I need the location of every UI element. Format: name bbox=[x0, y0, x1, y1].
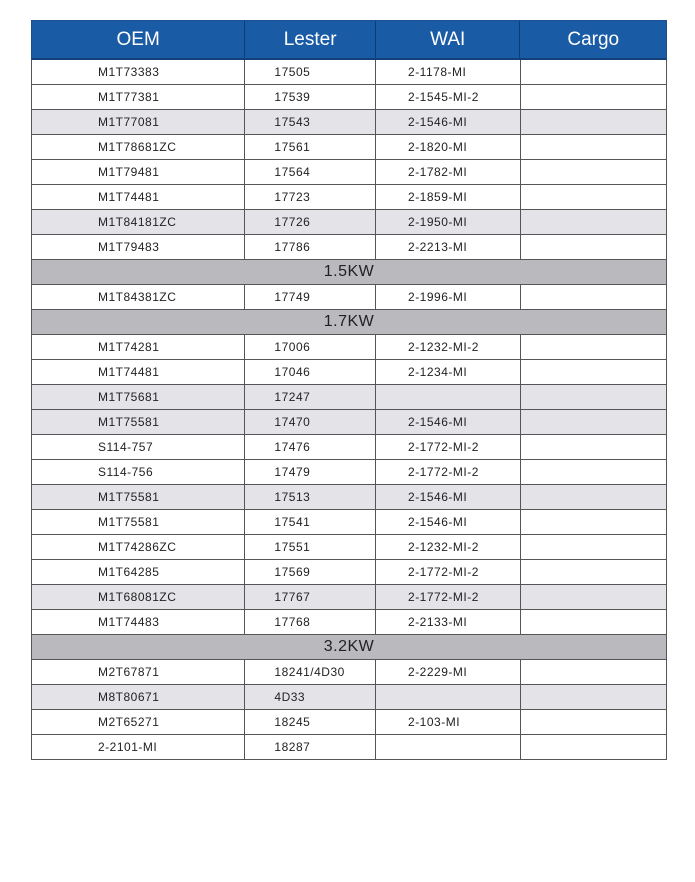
oem-cell: M8T80671 bbox=[32, 685, 245, 709]
parts-cross-reference-table bbox=[31, 20, 667, 760]
cargo-cell bbox=[521, 110, 666, 134]
oem-cell: M1T77081 bbox=[32, 110, 245, 134]
wai-cell: 2-1232-MI-2 bbox=[376, 535, 521, 559]
section-header: 1.7KW bbox=[31, 310, 667, 335]
cargo-cell bbox=[521, 210, 666, 234]
oem-cell: 2-2101-MI bbox=[32, 735, 245, 759]
oem-cell: M1T84381ZC bbox=[32, 285, 245, 309]
lester-cell: 4D33 bbox=[245, 685, 376, 709]
table-row bbox=[31, 60, 667, 85]
wai-cell: 2-1859-MI bbox=[376, 185, 521, 209]
lester-cell: 17513 bbox=[245, 485, 376, 509]
table-row bbox=[31, 285, 667, 310]
wai-cell: 2-1950-MI bbox=[376, 210, 521, 234]
cargo-cell bbox=[521, 460, 666, 484]
table-row bbox=[31, 235, 667, 260]
lester-cell: 17247 bbox=[245, 385, 376, 409]
wai-cell: 2-1782-MI bbox=[376, 160, 521, 184]
cargo-cell bbox=[521, 410, 666, 434]
lester-cell: 17768 bbox=[245, 610, 376, 634]
wai-cell: 2-1545-MI-2 bbox=[376, 85, 521, 109]
header-wai: WAI bbox=[376, 21, 521, 58]
lester-cell: 17505 bbox=[245, 60, 376, 84]
cargo-cell bbox=[521, 385, 666, 409]
lester-cell: 17723 bbox=[245, 185, 376, 209]
cargo-cell bbox=[521, 135, 666, 159]
table-row bbox=[31, 185, 667, 210]
table-row bbox=[31, 485, 667, 510]
wai-cell: 2-1996-MI bbox=[376, 285, 521, 309]
table-row bbox=[31, 385, 667, 410]
lester-cell: 17726 bbox=[245, 210, 376, 234]
cargo-cell bbox=[521, 610, 666, 634]
table-row bbox=[31, 660, 667, 685]
oem-cell: M1T75581 bbox=[32, 410, 245, 434]
table-row bbox=[31, 335, 667, 360]
lester-cell: 17470 bbox=[245, 410, 376, 434]
wai-cell: 2-1772-MI-2 bbox=[376, 560, 521, 584]
table-header bbox=[31, 20, 667, 60]
oem-cell: M1T74286ZC bbox=[32, 535, 245, 559]
oem-cell: S114-757 bbox=[32, 435, 245, 459]
cargo-cell bbox=[521, 335, 666, 359]
cargo-cell bbox=[521, 535, 666, 559]
cargo-cell bbox=[521, 85, 666, 109]
table-row bbox=[31, 135, 667, 160]
table-row bbox=[31, 710, 667, 735]
lester-cell: 17564 bbox=[245, 160, 376, 184]
table-row bbox=[31, 510, 667, 535]
wai-cell: 2-2229-MI bbox=[376, 660, 521, 684]
oem-cell: M1T74481 bbox=[32, 360, 245, 384]
table-row bbox=[31, 560, 667, 585]
cargo-cell bbox=[521, 360, 666, 384]
wai-cell: 2-1546-MI bbox=[376, 110, 521, 134]
section-header: 3.2KW bbox=[31, 635, 667, 660]
cargo-cell bbox=[521, 510, 666, 534]
cargo-cell bbox=[521, 160, 666, 184]
cargo-cell bbox=[521, 185, 666, 209]
table-row bbox=[31, 160, 667, 185]
table-row bbox=[31, 435, 667, 460]
wai-cell: 2-1772-MI-2 bbox=[376, 585, 521, 609]
lester-cell: 17561 bbox=[245, 135, 376, 159]
wai-cell bbox=[376, 685, 521, 709]
lester-cell: 17569 bbox=[245, 560, 376, 584]
wai-cell: 2-1772-MI-2 bbox=[376, 435, 521, 459]
table-row bbox=[31, 535, 667, 560]
lester-cell: 18241/4D30 bbox=[245, 660, 376, 684]
oem-cell: M1T79483 bbox=[32, 235, 245, 259]
wai-cell: 2-1178-MI bbox=[376, 60, 521, 84]
wai-cell: 2-1772-MI-2 bbox=[376, 460, 521, 484]
lester-cell: 18287 bbox=[245, 735, 376, 759]
wai-cell: 2-1546-MI bbox=[376, 485, 521, 509]
lester-cell: 17786 bbox=[245, 235, 376, 259]
cargo-cell bbox=[521, 235, 666, 259]
cargo-cell bbox=[521, 60, 666, 84]
table-row bbox=[31, 735, 667, 760]
oem-cell: M1T74483 bbox=[32, 610, 245, 634]
oem-cell: M2T67871 bbox=[32, 660, 245, 684]
oem-cell: M1T75581 bbox=[32, 485, 245, 509]
cargo-cell bbox=[521, 435, 666, 459]
wai-cell: 2-1232-MI-2 bbox=[376, 335, 521, 359]
cargo-cell bbox=[521, 710, 666, 734]
oem-cell: M1T75581 bbox=[32, 510, 245, 534]
cargo-cell bbox=[521, 485, 666, 509]
wai-cell: 2-2133-MI bbox=[376, 610, 521, 634]
cargo-cell bbox=[521, 285, 666, 309]
lester-cell: 17767 bbox=[245, 585, 376, 609]
wai-cell: 2-1820-MI bbox=[376, 135, 521, 159]
lester-cell: 17749 bbox=[245, 285, 376, 309]
lester-cell: 17046 bbox=[245, 360, 376, 384]
table-row bbox=[31, 610, 667, 635]
oem-cell: M1T73383 bbox=[32, 60, 245, 84]
lester-cell: 17541 bbox=[245, 510, 376, 534]
wai-cell: 2-1546-MI bbox=[376, 510, 521, 534]
lester-cell: 17476 bbox=[245, 435, 376, 459]
table-row bbox=[31, 585, 667, 610]
table-row bbox=[31, 360, 667, 385]
oem-cell: M1T84181ZC bbox=[32, 210, 245, 234]
cargo-cell bbox=[521, 560, 666, 584]
wai-cell bbox=[376, 385, 521, 409]
table-row bbox=[31, 460, 667, 485]
header-cargo: Cargo bbox=[567, 28, 620, 50]
table-row bbox=[31, 110, 667, 135]
wai-cell bbox=[376, 735, 521, 759]
table-row bbox=[31, 210, 667, 235]
oem-cell: M1T75681 bbox=[32, 385, 245, 409]
lester-cell: 17539 bbox=[245, 85, 376, 109]
oem-cell: M1T68081ZC bbox=[32, 585, 245, 609]
wai-cell: 2-1546-MI bbox=[376, 410, 521, 434]
wai-cell: 2-2213-MI bbox=[376, 235, 521, 259]
cargo-cell bbox=[521, 735, 666, 759]
oem-cell: M1T74281 bbox=[32, 335, 245, 359]
lester-cell: 17543 bbox=[245, 110, 376, 134]
wai-cell: 2-1234-MI bbox=[376, 360, 521, 384]
header-lester: Lester bbox=[245, 21, 376, 58]
table-row bbox=[31, 85, 667, 110]
table-row bbox=[31, 685, 667, 710]
oem-cell: M2T65271 bbox=[32, 710, 245, 734]
header-oem: OEM bbox=[32, 21, 245, 58]
oem-cell: M1T77381 bbox=[32, 85, 245, 109]
oem-cell: M1T78681ZC bbox=[32, 135, 245, 159]
section-header: 1.5KW bbox=[31, 260, 667, 285]
oem-cell: M1T79481 bbox=[32, 160, 245, 184]
lester-cell: 17006 bbox=[245, 335, 376, 359]
cargo-cell bbox=[521, 685, 666, 709]
oem-cell: S114-756 bbox=[32, 460, 245, 484]
wai-cell: 2-103-MI bbox=[376, 710, 521, 734]
lester-cell: 18245 bbox=[245, 710, 376, 734]
oem-cell: M1T64285 bbox=[32, 560, 245, 584]
table-row bbox=[31, 410, 667, 435]
table-body bbox=[31, 60, 667, 760]
cargo-cell bbox=[521, 660, 666, 684]
lester-cell: 17551 bbox=[245, 535, 376, 559]
cargo-cell bbox=[521, 585, 666, 609]
oem-cell: M1T74481 bbox=[32, 185, 245, 209]
lester-cell: 17479 bbox=[245, 460, 376, 484]
